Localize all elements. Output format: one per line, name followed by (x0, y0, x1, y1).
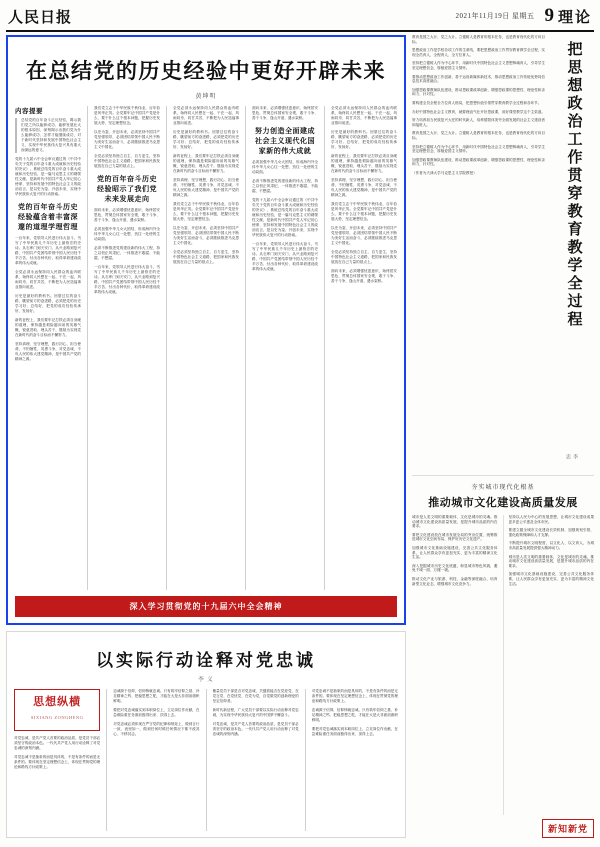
right1-footer: （作者为天津大学马克思主义学院教授） (412, 170, 477, 175)
left-column (6, 35, 406, 838)
lead-paragraph: 面向未来，必须增强忧患意识、始终居安思危，贯彻总体国家安全观，敢于斗争、善于斗争，逢山开道、遇水架桥。 (94, 208, 160, 222)
second-column-2 (113, 689, 199, 831)
lead-paragraph: 我们党立志于中华民族千秋伟业，百年恰是风华正茂。全党要牢记中国共产党是什么、要干什么这个根本问题，把握历史发展大势，坚定理想信念。 (331, 202, 397, 221)
lead-subhead-1: 党的百年奋斗历史经验蕴含着丰富深邃的道理学理哲理 (18, 203, 78, 231)
lead-paragraph: 一百年来，党领导人民进行伟大奋斗，书写了中华民族几千年历史上最恢宏的史诗。从石库门到天安门，从兴业路到复兴路，中国共产党团结带领中国人民历经千辛万苦、付出各种代价，取得革命建设改革的伟大成就。 (94, 265, 160, 294)
column-rule (106, 689, 107, 831)
right1-paragraph: 坚持把立德树人作为中心环节，用新时代中国特色社会主义思想铸魂育人，引导学生坚定理想信念、厚植爱国主义情怀。 (412, 144, 545, 154)
lead-paragraph: 历史是最好的教科书。回望过往的奋斗路，眺望前方的奋进路，必须把党的历史学习好、总结好，把党的成功经验传承好、发扬好。 (173, 130, 239, 149)
column-rule (245, 106, 246, 590)
section-stamp (412, 819, 594, 838)
lead-paragraph: 全党必须永远保持同人民群众的血肉联系，始终同人民想在一起、干在一起，风雨同舟、同甘共苦，不断把为人民造福事业推向前进。 (173, 106, 239, 125)
right1-author: 李 忠 (565, 453, 577, 460)
lead-label: 内容提要 (15, 108, 43, 115)
right-article-1-title-wrap (548, 35, 594, 467)
right2-kicker: 夯实城市现代化根基 (471, 485, 535, 491)
lead-paragraph: 全党必须坚持独立自主、自力更生，坚持中国特色社会主义道路，把国家和民族发展放在自己力量的基点上。 (331, 250, 397, 264)
second-paragraph: 对党忠诚必须体现在严守党的纪律和规矩上，做到言行一致、表里如一，做到任何时候任何情况下都不改其心、不移其志。 (113, 722, 200, 736)
right2-paragraph: 要建立健全城市文化建设长效机制，加强规划引领，强化政策保障和人才支撑。 (508, 528, 594, 537)
section-stamp-text: 新知新党 (542, 819, 594, 838)
lead-paragraph: 全党必须坚持独立自主、自力更生，坚持中国特色社会主义道路，把国家和民族发展放在自己力量的基点上。 (173, 250, 239, 264)
second-paragraph: 衡量党员干部是否对党忠诚，关键看能否在党爱党、在党言党、在党忧党、在党为党，自觉做党的创新理论的坚定信仰者。 (212, 689, 299, 703)
right-article-1-body (412, 35, 548, 467)
lead-paragraph: 以史为鉴、开创未来，必须坚持中国共产党坚强领导，必须团结带领中国人民不断为美好生活而奋斗，必须继续推进马克思主义中国化。 (173, 226, 239, 245)
lead-article-columns (15, 106, 397, 590)
column-logo-stamp (14, 689, 100, 731)
column-rule (503, 515, 504, 815)
section-title: 理论 (557, 9, 592, 26)
lead-paragraph: 一百年来，党领导人民进行伟大奋斗，书写了中华民族几千年历史上最恢宏的史诗。从石库门到天安门，从兴业路到复兴路，中国共产党团结带领中国人民历经千辛万苦、付出各种代价，取得革命建设改革的伟大成就。 (15, 236, 81, 265)
lead-headline: 在总结党的历史经验中更好开辟未来 (26, 59, 386, 83)
second-column-1 (14, 689, 100, 831)
second-article-columns (14, 689, 398, 831)
column-rule (166, 106, 167, 590)
column-logo-subtext: SIXIANG ZONGHENG (30, 715, 84, 720)
right1-paragraph: 坚持把立德树人作为中心环节，用新时代中国特色社会主义思想铸魂育人，引导学生坚定理想信念、厚植爱国主义情怀。 (412, 61, 545, 70)
lead-paragraph: 面向未来，必须增强忧患意识、始终居安思危，贯彻总体国家安全观，敢于斗争、善于斗争，逢山开道、遇水架桥。 (252, 106, 318, 120)
second-paragraph: 对党忠诚不是抽象的而是具体的，不是有条件的而是无条件的。要体现在坚定理想信念上，体现在贯彻党的理论和路线方针政策上。 (311, 689, 398, 703)
lead-paragraph: 新的征程上，我们要牢记打铁必须自身硬的道理，保持越是艰险越向前的英雄气概，锐意进取、埋头苦干，继续为实现党在新时代的奋斗目标而不懈努力。 (15, 318, 81, 337)
lead-paragraph: 坚持真理、坚守理想，践行初心、担当使命，不怕牺牲、英勇斗争，对党忠诚、不负人民的伟大建党精神，是中国共产党的精神之源。 (15, 342, 81, 361)
right1-paragraph: 教育是国之大计、党之大计。立德树人是教育的根本任务，也是教育现代化的方向目标。 (412, 131, 545, 140)
lead-paragraph: 必须加强中华儿女大团结，形成海内外全体中华儿女心往一处想、劲往一处使的生动局面。 (94, 227, 160, 241)
right1-paragraph: 要构建全员全程全方位育人格局，把思想价值引领贯穿教育教学全过程和各环节。 (412, 100, 542, 105)
right2-paragraph: 加强城市文化基础设施建设，完善公共文化服务体系，让人民群众享有更加充实、更为丰富的精神文化生活。 (412, 545, 498, 560)
right1-paragraph: 加强思政课教师队伍建设，推动思政课改革创新，增强思政课的思想性、理论性和亲和力、针对性。 (412, 157, 545, 167)
column-rule (305, 689, 306, 831)
second-paragraph: 忠诚源于信仰，信仰铸就忠诚。只有筑牢信仰之基、补足精神之钙、把稳思想之舵，才能在大是大非面前旗帜鲜明。 (311, 708, 398, 722)
lead-paragraph: 新的征程上，我们要牢记打铁必须自身硬的道理，保持越是艰险越向前的英雄气概，锐意进取、埋头苦干，继续为实现党在新时代的奋斗目标而不懈努力。 (173, 154, 239, 173)
right1-paragraph: 办好中国特色社会主义教育，就要理直气壮开好思政课，用好课堂教学这个主渠道。 (412, 109, 545, 114)
right2-paragraph: 城市是人类文明的重要载体，文化是城市的灵魂。推动城市文化建设高质量发展，是提升城市品质的内在要求。 (412, 515, 498, 529)
newspaper-logo: 人民日报 (8, 9, 73, 26)
lead-summary: 总结党的百年奋斗正反经验，揭示我们党之所以能够成功、能够发展壮大的根本原因，深刻揭示出我们党为什么能够成功、怎样才能继续成功，对于新时代坚持和发展中国特色社会主义、实现中华民族伟大复兴具有重大而深远的意义。 (15, 118, 81, 153)
lead-column-5 (331, 106, 397, 590)
lead-subhead-3: 努力创造全面建成社会主义现代化国家新的伟大成就 (255, 127, 315, 155)
lead-paragraph: 坚持真理、坚守理想，践行初心、担当使命，不怕牺牲、英勇斗争，对党忠诚、不负人民的伟大建党精神，是中国共产党的精神之源。 (173, 178, 239, 197)
second-paragraph: 要把对党忠诚落实到本职岗位上，立足岗位作贡献，在急难险重任务面前豁得出来、顶得上去。 (311, 727, 398, 736)
page-content (0, 32, 600, 844)
lead-paragraph: 全党必须永远保持同人民群众的血肉联系，始终同人民想在一起、干在一起，风雨同舟、同甘共苦，不断把为人民造福事业推向前进。 (331, 106, 397, 125)
right-column (412, 35, 594, 838)
lead-column-4 (252, 106, 318, 590)
right-article-2[interactable] (412, 475, 594, 838)
lead-paragraph: 坚持真理、坚守理想，践行初心、担当使命，不怕牺牲、英勇斗争，对党忠诚、不负人民的伟大建党精神，是中国共产党的精神之源。 (331, 178, 397, 197)
column-rule (206, 689, 207, 831)
lead-paragraph: 必须不断推进党的建设新的伟大工程，持之以恒正风肃纪，一体推进不敢腐、不能腐、不想腐。 (252, 179, 318, 193)
second-column-4 (312, 689, 398, 831)
lead-column-3 (173, 106, 239, 590)
second-paragraph: 对党忠诚不是抽象的而是具体的，不是有条件的而是无条件的。要体现在坚定理想信念上，体现在贯彻党的理论和路线方针政策上。 (14, 755, 101, 769)
lead-paragraph: 面向未来，必须增强忧患意识、始终居安思危，贯彻总体国家安全观，敢于斗争、善于斗争，逢山开道、遇水架桥。 (331, 269, 397, 283)
lead-paragraph: 必须不断推进党的建设新的伟大工程，持之以恒正风肃纪，一体推进不敢腐、不能腐、不想腐。 (94, 246, 160, 260)
lead-paragraph: 一百年来，党领导人民进行伟大奋斗，书写了中华民族几千年历史上最恢宏的史诗。从石库门到天安门，从兴业路到复兴路，中国共产党团结带领中国人民历经千辛万苦、付出各种代价，取得革命建设改革的伟大成就。 (252, 242, 318, 271)
lead-paragraph: 党的十九届六中全会审议通过的《中共中央关于党的百年奋斗重大成就和历史经验的决议》，系统总结党的百年奋斗重大成就和历史经验，是一篇马克思主义的纲领性文献，是新时代中国共产党人牢记初心使命、坚持和发展中国特色社会主义的政治宣言，是以史为鉴、开创未来，实现中华民族伟大复兴的行动指南。 (252, 198, 318, 237)
right1-paragraph: 教育是国之大计、党之大计。立德树人是教育的根本任务，也是教育现代化的方向目标。 (412, 35, 545, 44)
campaign-banner[interactable]: 深入学习贯彻党的十九届六中全会精神 (15, 596, 397, 617)
right2-paragraph: 加强城市文化基础设施建设，完善公共文化服务体系，让人民群众享有更加充实、更为丰富的精神文化生活。 (508, 572, 594, 586)
lead-paragraph: 历史是最好的教科书。回望过往的奋斗路，眺望前方的奋进路，必须把党的历史学习好、总结好，把党的成功经验传承好、发扬好。 (331, 130, 397, 149)
right1-title: 把思想政治工作贯穿教育教学全过程 (565, 41, 582, 329)
second-paragraph: 忠诚源于信仰，信仰铸就忠诚。只有筑牢信仰之基、补足精神之钙、把稳思想之舵，才能在大是大非面前旗帜鲜明。 (113, 689, 200, 703)
right2-paragraph: 要把文化建设放在城市发展全局的突出位置，统筹推进城市文化空间布局，保护好历史文化遗产。 (412, 532, 498, 542)
lead-column-1 (15, 106, 81, 590)
second-paragraph: 对党忠诚，是共产党人首要的政治品质，是党员干部必须坚守的政治本色。一代代共产党人用行动诠释了对党忠诚的深刻内涵。 (14, 736, 101, 750)
lead-article[interactable] (6, 35, 406, 625)
lead-byline: 黄坤明 (195, 94, 217, 100)
lead-paragraph: 以史为鉴、开创未来，必须坚持中国共产党坚强领导，必须团结带领中国人民不断为美好生活而奋斗，必须继续推进马克思主义中国化。 (94, 130, 160, 149)
lead-paragraph: 新的征程上，我们要牢记打铁必须自身硬的道理，保持越是艰险越向前的英雄气概，锐意进取、埋头苦干，继续为实现党在新时代的奋斗目标而不懈努力。 (331, 154, 397, 173)
second-column-3 (213, 689, 299, 831)
column-rule (324, 106, 325, 590)
lead-paragraph: 以史为鉴、开创未来，必须坚持中国共产党坚强领导，必须团结带领中国人民不断为美好生活而奋斗，必须继续推进马克思主义中国化。 (331, 226, 397, 245)
right2-paragraph: 推动文化产业与旅游、科技、金融等深度融合，培育新型文化业态，增强城市文化竞争力。 (412, 576, 498, 586)
right2-paragraph: 坚持以人民为中心的发展思想，让城市文化建设成果更多更公平惠及全体市民。 (508, 515, 594, 524)
masthead (0, 0, 600, 30)
lead-paragraph: 我们党立志于中华民族千秋伟业，百年恰是风华正茂。全党要牢记中国共产党是什么、要干什么这个根本问题，把握历史发展大势，坚定理想信念。 (94, 106, 160, 125)
second-paragraph: 对党忠诚，是共产党人首要的政治品质，是党员干部必须坚守的政治本色。一代代共产党人用行动诠释了对党忠诚的深刻内涵。 (212, 722, 299, 736)
lead-paragraph: 历史是最好的教科书。回望过往的奋斗路，眺望前方的奋进路，必须把党的历史学习好、总结好，把党的成功经验传承好、发扬好。 (15, 294, 81, 313)
right-article-2-columns (412, 515, 594, 815)
lead-paragraph: 全党必须永远保持同人民群众的血肉联系，始终同人民想在一起、干在一起，风雨同舟、同甘共苦，不断把为人民造福事业推向前进。 (15, 270, 81, 289)
right2-paragraph: 不断提升城市文明程度，以文化人、以文育人，为城市高质量发展提供强大精神动力。 (508, 541, 594, 550)
column-logo-text: 思想纵横 (33, 696, 82, 708)
second-paragraph: 要把对党忠诚落实到本职岗位上，立足岗位作贡献，在急难险重任务面前豁得出来、顶得上去。 (113, 708, 200, 717)
lead-subhead-2: 党的百年奋斗历史经验昭示了我们党未来发展走向 (97, 175, 157, 203)
second-paragraph: 新时代新征程，广大党员干部要以实际行动诠释对党忠诚，为实现中华民族伟大复兴的中国梦不懈奋斗。 (212, 708, 299, 717)
right-article-1[interactable] (412, 35, 594, 467)
right2-paragraph: 城市是人类文明的重要载体，文化是城市的灵魂。推动城市文化建设高质量发展，是提升城市品质的内在要求。 (508, 554, 594, 568)
right2-headline: 推动城市文化建设高质量发展 (428, 497, 578, 509)
right1-paragraph: 努力培养担当民族复兴大任的时代新人，培养德智体美劳全面发展的社会主义建设者和接班人。 (412, 118, 545, 127)
column-rule (87, 106, 88, 590)
second-byline: 李 义 (198, 677, 214, 683)
lead-paragraph: 必须加强中华儿女大团结，形成海内外全体中华儿女心往一处想、劲往一处使的生动局面。 (252, 160, 318, 174)
second-headline: 以实际行动诠释对党忠诚 (96, 651, 316, 670)
lead-paragraph: 党的十九届六中全会审议通过的《中共中央关于党的百年奋斗重大成就和历史经验的决议》，系统总结党的百年奋斗重大成就和历史经验，是一篇马克思主义的纲领性文献，是新时代中国共产党人牢记初心使命、坚持和发展中国特色社会主义的政治宣言，是以史为鉴、开创未来，实现中华民族伟大复兴的行动指南。 (15, 157, 81, 196)
right1-paragraph: 要推动思想政治工作创新，善于运用新媒体新技术，推动思想政治工作传统优势同信息技术高度融合。 (412, 74, 545, 84)
right2-paragraph: 深入挖掘城市历史文化底蕴，彰显城市特色风貌，避免千城一面、万楼一貌。 (412, 563, 498, 573)
page-number: 9 (544, 5, 554, 26)
lead-paragraph: 全党必须坚持独立自主、自力更生，坚持中国特色社会主义道路，把国家和民族发展放在自己力量的基点上。 (94, 154, 160, 168)
right2-column-2 (509, 515, 595, 815)
right1-paragraph: 思想政治工作是学校各项工作的生命线，要把思想政治工作贯穿教育教学全过程，实现全员育人、全程育人、全方位育人。 (412, 48, 545, 57)
right2-column-1 (412, 515, 498, 815)
lead-column-2 (94, 106, 160, 590)
right1-paragraph: 加强思政课教师队伍建设，推动思政课改革创新，增强思政课的思想性、理论性和亲和力、针对性。 (412, 87, 545, 97)
lead-paragraph: 我们党立志于中华民族千秋伟业，百年恰是风华正茂。全党要牢记中国共产党是什么、要干什么这个根本问题，把握历史发展大势，坚定理想信念。 (173, 202, 239, 221)
publication-date: 2021年11月19日 星期五 (455, 12, 535, 20)
second-article[interactable] (6, 631, 406, 838)
